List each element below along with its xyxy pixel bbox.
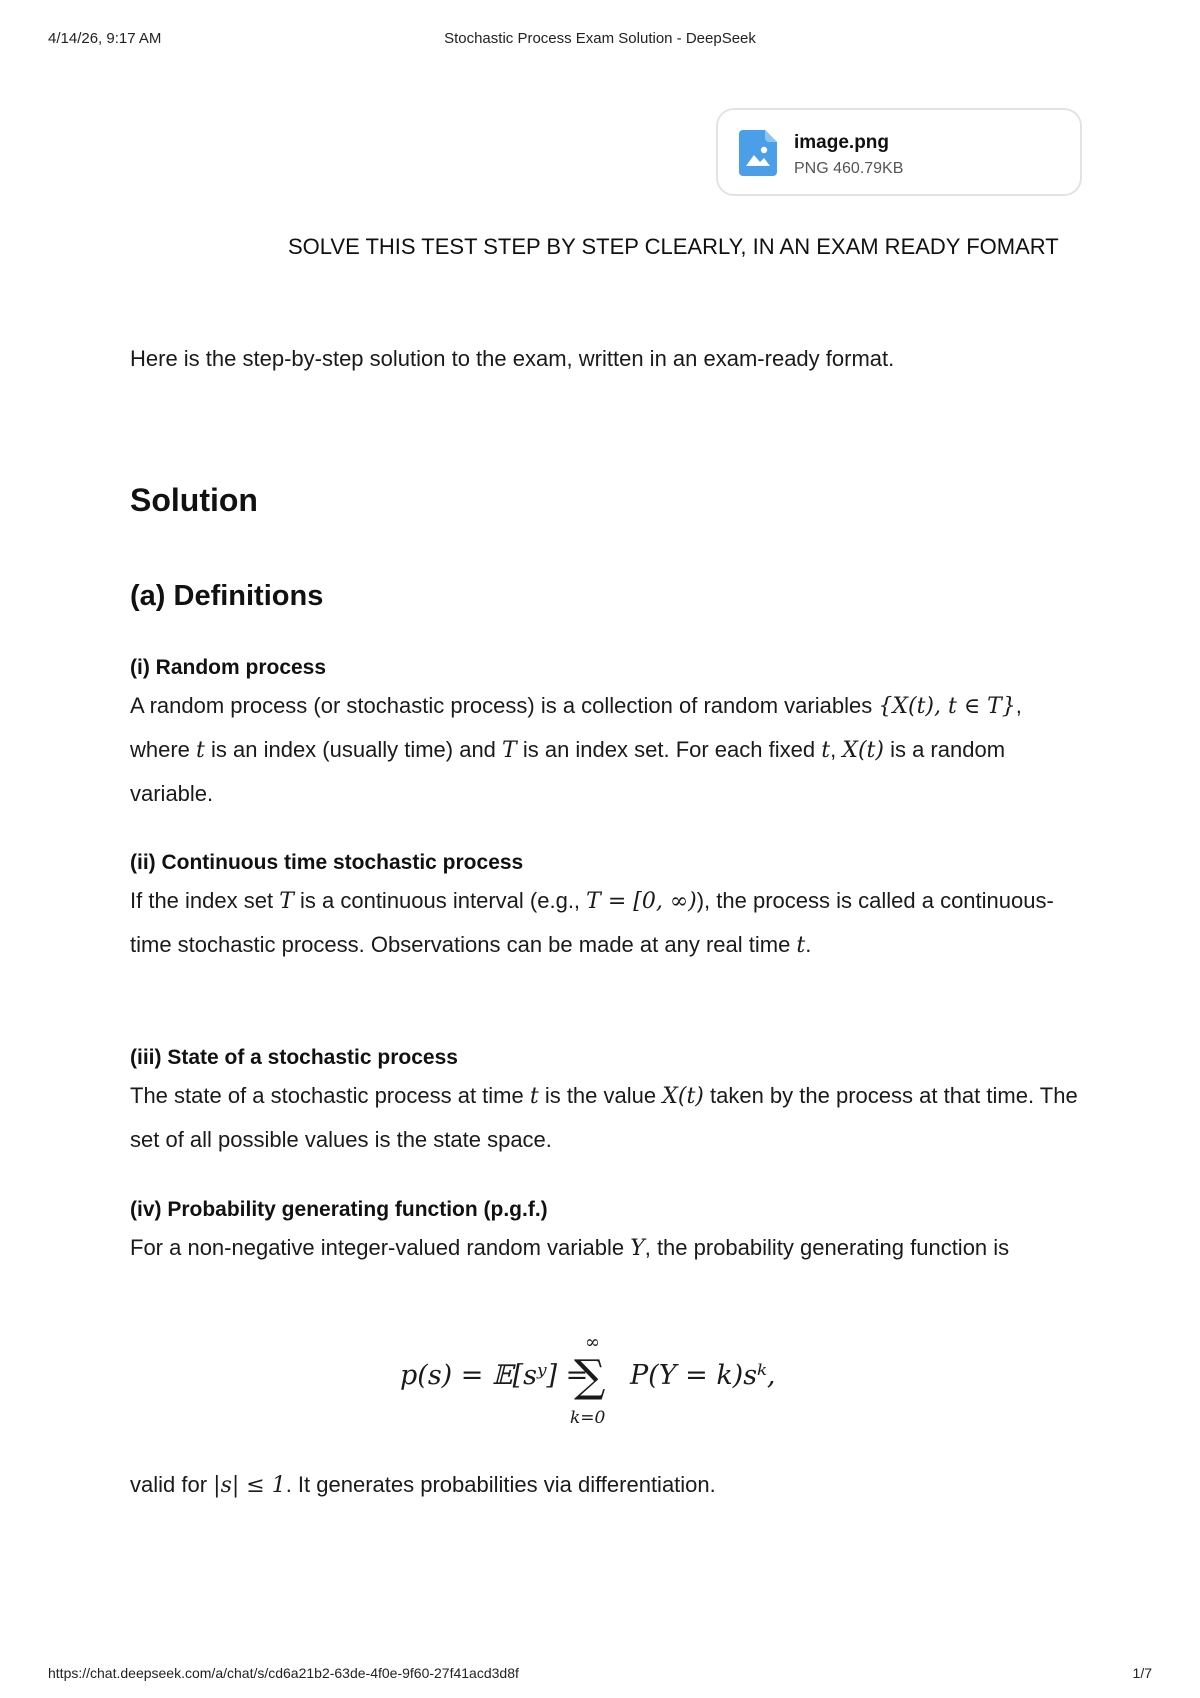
math-inline: X(t) (662, 1084, 704, 1109)
formula-lhs: p(s) = 𝔼[sʸ] = (400, 1360, 589, 1391)
print-footer (0, 1665, 1200, 1685)
print-page-number: 1/7 (1132, 1665, 1152, 1681)
definition-random-process (130, 652, 1080, 815)
definition-text: For a non-negative integer-valued random variable Y, the probability generating function is (130, 1235, 1010, 1261)
print-date: 4/14/26, 9:17 AM (48, 30, 162, 47)
math-inline: t (796, 933, 806, 958)
print-url: https://chat.deepseek.com/a/chat/s/cd6a21b2-63de-4f0e-9f60-27f41acd3d8f (48, 1665, 519, 1681)
attachment-meta: PNG 460.79KB (794, 160, 904, 177)
sum-symbol: ∑ (574, 1351, 606, 1402)
definition-title: (i) Random process (130, 656, 327, 679)
pgf-formula (130, 1332, 1080, 1433)
pgf-validity-text: valid for |s| ≤ 1. It generates probabilities via differentiation. (130, 1472, 716, 1498)
definition-state (130, 1042, 1080, 1161)
print-title: Stochastic Process Exam Solution - DeepSeek (444, 30, 756, 47)
definition-text: A random process (or stochastic process) is a collection of random variables {X(t), t ∈ T}, where t is an index (usually time) and T is an index set. For each fixed t, X(t) is a random variable. (130, 693, 1022, 806)
section-a-heading: (a) Definitions (130, 580, 324, 612)
math-inline: T = [0, ∞) (586, 889, 697, 914)
math-inline: |s| ≤ 1 (213, 1473, 286, 1498)
math-inline: X(t) (842, 738, 884, 763)
attachment-name: image.png (794, 132, 890, 153)
math-inline: t (196, 738, 205, 763)
definition-title: (ii) Continuous time stochastic process (130, 851, 524, 874)
definition-title: (iv) Probability generating function (p.g.f.) (130, 1198, 548, 1221)
definition-pgf (130, 1194, 1080, 1270)
math-inline: t (821, 738, 831, 763)
definition-continuous-time (130, 847, 1080, 967)
solution-heading: Solution (130, 482, 258, 518)
formula-rhs: P(Y = k)sᵏ, (630, 1360, 776, 1391)
math-inline: t (529, 1084, 539, 1109)
response-intro: Here is the step-by-step solution to the exam, written in an exam-ready format. (130, 346, 895, 371)
math-inline: {X(t), t ∈ T} (878, 694, 1016, 719)
image-file-icon (739, 130, 777, 176)
definition-title: (iii) State of a stochastic process (130, 1046, 458, 1069)
math-inline: T (502, 738, 517, 763)
math-inline: T (279, 889, 294, 914)
math-inline: Y (630, 1236, 645, 1261)
print-header (0, 30, 1200, 50)
sum-upper-limit: ∞ (585, 1332, 600, 1353)
attachment-card[interactable] (716, 108, 1082, 196)
user-message: SOLVE THIS TEST STEP BY STEP CLEARLY, IN AN EXAM READY FOMART (288, 234, 1059, 259)
definition-text: If the index set T is a continuous interval (e.g., T = [0, ∞)), the process is called a continuous-time stochastic process. Observations can be made at any real time t. (130, 888, 1054, 958)
definition-text: The state of a stochastic process at time t is the value X(t) taken by the process at that time. The set of all possible values is the state space. (130, 1083, 1078, 1152)
sum-lower-limit: k=0 (570, 1408, 606, 1428)
